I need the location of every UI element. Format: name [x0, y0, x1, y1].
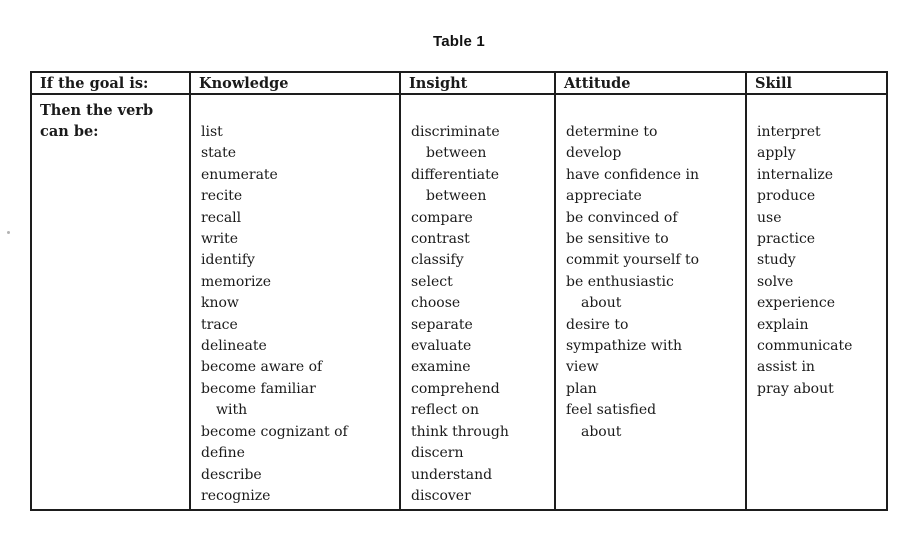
verb-line: evaluate — [411, 338, 472, 355]
verb-line: delineate — [201, 338, 267, 355]
verb-line: recognize — [201, 487, 271, 504]
verb-line: become cognizant of — [201, 423, 348, 440]
verb-line: identify — [201, 252, 255, 269]
verb-line: practice — [757, 231, 816, 248]
verb-line: become familiar — [201, 380, 316, 397]
column-header-skill: Skill — [745, 73, 886, 95]
verb-line: have confidence in — [566, 166, 699, 183]
verb-line: trace — [201, 316, 238, 333]
row-label-cell — [32, 95, 189, 509]
row-label-line-2: can be: — [40, 123, 99, 141]
verb-line: describe — [201, 466, 262, 483]
page-title: Table 1 — [433, 33, 485, 50]
verb-line: sympathize with — [566, 338, 683, 355]
verb-line: develop — [566, 145, 622, 162]
verb-line: determine to — [566, 124, 658, 140]
verb-line: view — [566, 359, 599, 376]
verb-line: about — [581, 295, 622, 312]
verb-line: recall — [201, 209, 242, 226]
verb-line: experience — [757, 295, 836, 312]
verb-line: between — [426, 188, 487, 205]
verb-line: write — [201, 231, 239, 248]
verb-line: discover — [411, 487, 471, 504]
verb-line: be enthusiastic — [566, 273, 674, 290]
verb-line: apply — [757, 145, 796, 162]
verb-line: study — [757, 252, 796, 269]
verb-line: recite — [201, 188, 243, 205]
scan-speck-artifact — [7, 231, 10, 234]
verb-line: know — [201, 295, 239, 312]
verb-line: be sensitive to — [566, 231, 669, 248]
column-header-insight: Insight — [399, 73, 554, 95]
verb-line: examine — [411, 359, 471, 376]
verb-line: plan — [566, 380, 597, 397]
verb-line: understand — [411, 466, 493, 483]
verb-list-insight — [399, 95, 554, 509]
verb-line: explain — [757, 316, 809, 333]
verb-line: pray about — [757, 380, 834, 397]
verb-list-skill — [745, 95, 886, 509]
verb-line: use — [757, 209, 782, 226]
verb-line: between — [426, 145, 487, 162]
verb-line: classify — [411, 252, 464, 269]
verbs-table — [30, 71, 888, 511]
verb-line: state — [201, 145, 237, 162]
verb-line: interpret — [757, 124, 821, 140]
verb-line: be convinced of — [566, 209, 678, 226]
verb-line: discern — [411, 445, 464, 462]
verb-line: communicate — [757, 338, 853, 355]
verb-list-attitude — [554, 95, 745, 509]
verb-line: choose — [411, 295, 461, 312]
verb-line: reflect on — [411, 402, 479, 419]
verb-line: separate — [411, 316, 473, 333]
verb-line: commit yourself to — [566, 252, 700, 269]
verb-line: become aware of — [201, 359, 323, 376]
verb-line: think through — [411, 423, 509, 440]
column-header-knowledge: Knowledge — [189, 73, 399, 95]
verb-line: select — [411, 273, 453, 290]
verb-line: solve — [757, 273, 794, 290]
verb-line: about — [581, 423, 622, 440]
verb-line: compare — [411, 209, 473, 226]
verb-line: differentiate — [411, 166, 500, 183]
verb-line: feel satisfied — [566, 402, 657, 419]
verb-line: internalize — [757, 166, 834, 183]
verb-line: produce — [757, 188, 816, 205]
verb-line: enumerate — [201, 166, 278, 183]
verb-line: contrast — [411, 231, 470, 248]
verb-line: list — [201, 124, 223, 140]
verb-line: with — [216, 402, 248, 419]
verb-line: discriminate — [411, 124, 500, 140]
row-label-line-1: Then the verb — [40, 102, 154, 119]
verb-line: memorize — [201, 273, 272, 290]
verb-line: desire to — [566, 316, 629, 333]
column-header-goal: If the goal is: — [32, 73, 189, 95]
verb-line: define — [201, 445, 245, 462]
verb-list-knowledge — [189, 95, 399, 509]
verb-line: comprehend — [411, 380, 500, 397]
verb-line: appreciate — [566, 188, 642, 205]
verb-line: assist in — [757, 359, 815, 376]
column-header-attitude: Attitude — [554, 73, 745, 95]
